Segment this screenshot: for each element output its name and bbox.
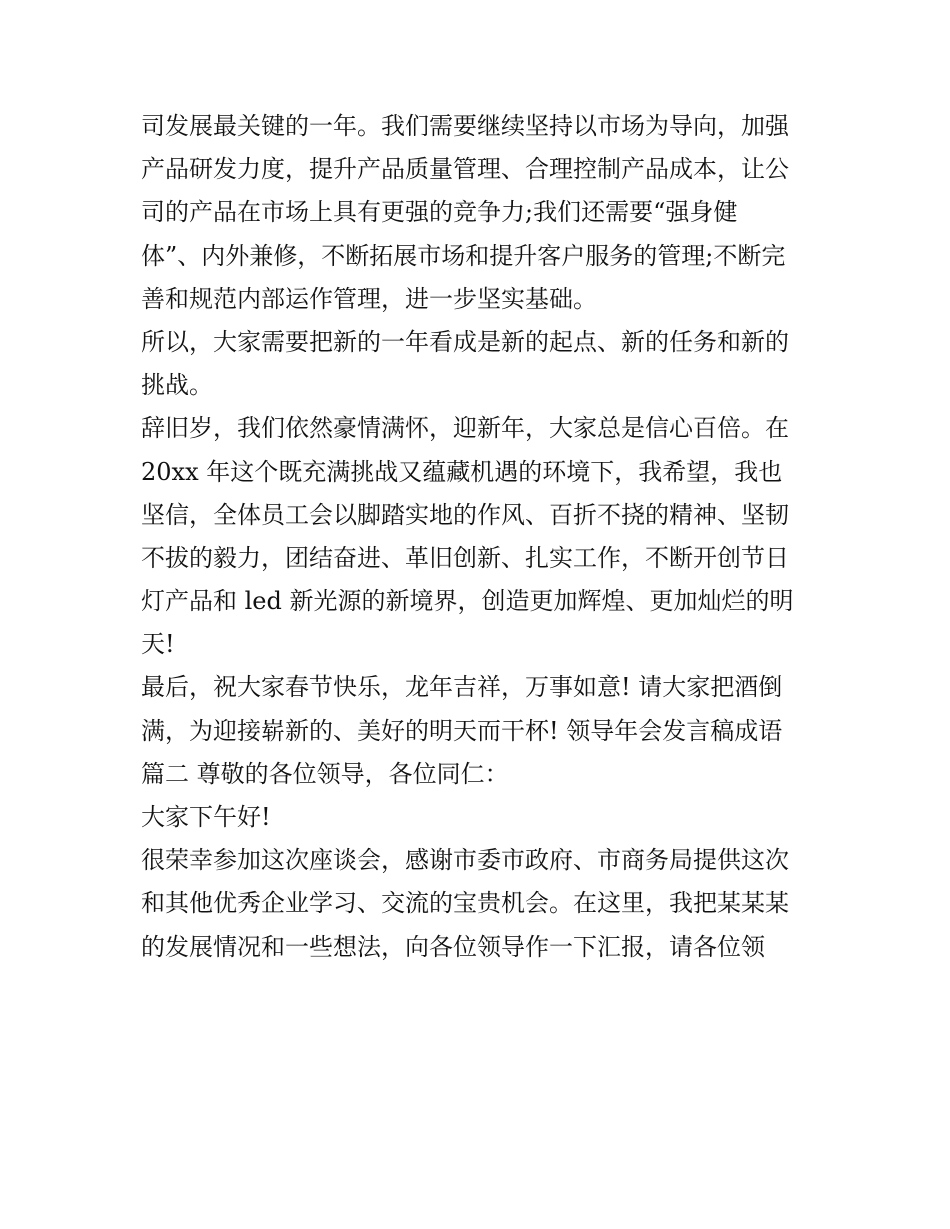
- text-line: 最后，祝大家春节快乐，龙年吉祥，万事如意! 请大家把酒倒: [141, 673, 783, 702]
- text-line: 司发展最关键的一年。我们需要继续坚持以市场为导向，加强: [141, 112, 789, 140]
- text-line: 天!: [141, 630, 175, 659]
- text-line: 坚信，全体员工会以脚踏实地的作风、百折不挠的精神、坚韧: [141, 500, 789, 529]
- text-line: 所以，大家需要把新的一年看成是新的起点、新的任务和新的: [141, 327, 789, 356]
- text-line: 20xx 年这个既充满挑战又蕴藏机遇的环境下，我希望，我也: [141, 457, 783, 486]
- text-line: 大家下午好!: [141, 803, 271, 831]
- text-line: 不拔的毅力，团结奋进、革旧创新、扎实工作，不断开创节日: [141, 543, 789, 572]
- text-line: 体”、内外兼修，不断拓展市场和提升客户服务的管理;不断完: [141, 241, 786, 270]
- text-line: 的发展情况和一些想法，向各位领导作一下汇报，请各位领: [141, 932, 765, 961]
- text-line: 和其他优秀企业学习、交流的宝贵机会。在这里，我把某某某: [141, 889, 789, 918]
- text-line: 善和规范内部运作管理，进一步坚实基础。: [141, 284, 597, 313]
- text-line: 灯产品和 led 新光源的新境界，创造更加辉煌、更加灿烂的明: [141, 587, 794, 616]
- text-line: 司的产品在市场上具有更强的竞争力;我们还需要“强身健: [141, 198, 738, 227]
- text-line: 产品研发力度，提升产品质量管理、合理控制产品成本，让公: [141, 155, 789, 184]
- text-line: 辞旧岁，我们依然豪情满怀，迎新年，大家总是信心百倍。在: [141, 414, 789, 443]
- text-line: 篇二 尊敬的各位领导，各位同仁：: [141, 759, 509, 788]
- text-line: 满，为迎接崭新的、美好的明天而干杯! 领导年会发言稿成语: [141, 716, 783, 745]
- document-body: [141, 105, 821, 969]
- text-line: 挑战。: [141, 371, 213, 400]
- text-line: 很荣幸参加这次座谈会，感谢市委市政府、市商务局提供这次: [141, 846, 789, 875]
